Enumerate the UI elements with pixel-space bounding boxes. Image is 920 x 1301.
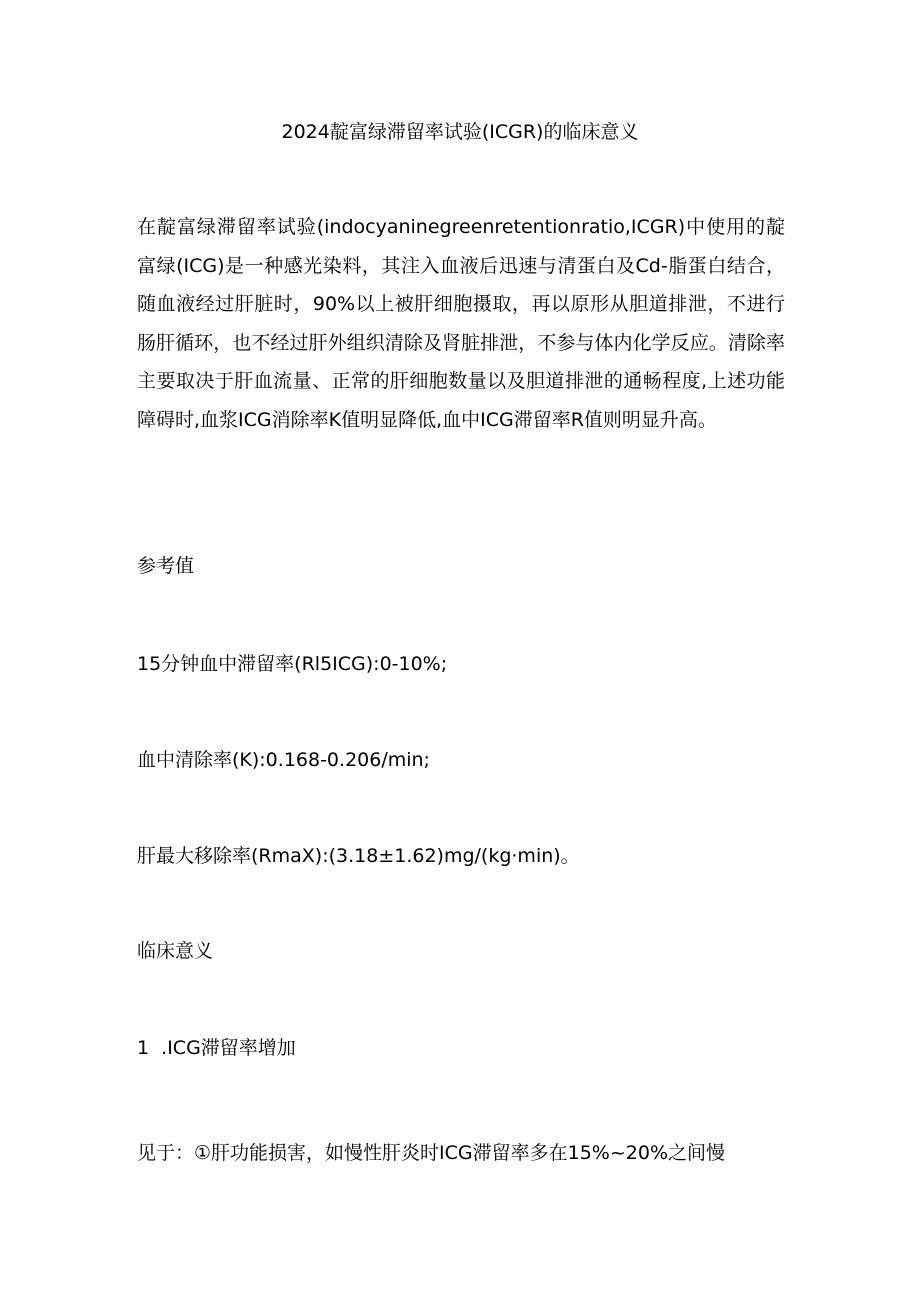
clinical-significance-heading: 临床意义 xyxy=(137,940,214,962)
reference-item-clearance-k: 血中清除率(K):0.168-0.206∕min; xyxy=(137,749,430,771)
section-heading-icg-increase: 1 .ICG滞留率增加 xyxy=(137,1037,296,1059)
reference-item-r15icg: 15分钟血中滞留率(Rl5ICG):0-10%; xyxy=(137,653,448,675)
intro-paragraph: 在靛富绿滞留率试验(indocyaninegreenretentionratio,ICGR)中使用的靛富绿(ICG)是一种感光染料，其注入血液后迅速与清蛋白及Cd-脂蛋白结合，随血液经过肝脏时，90%以上被肝细胞摄取，再以原形从胆道排泄，不进行肠肝循环，也不经过肝外组织清除及肾脏排泄，不参与体内化学反应。清除率主要取决于肝血流量、正常的肝细胞数量以及胆道排泄的通畅程度,上述功能障碍时,血浆ICG消除率K值明显降低,血中ICG滞留率R值则明显升高。 xyxy=(137,216,785,431)
document-title: 2024靛富绿滞留率试验(ICGR)的临床意义 xyxy=(281,121,639,143)
reference-heading: 参考值 xyxy=(137,555,195,577)
section-text-icg-increase: 见于：①肝功能损害，如慢性肝炎时ICG滞留率多在15%~20%之间慢 xyxy=(137,1142,726,1164)
reference-item-rmax: 肝最大移除率(RmaX):(3.18±1.62)mg∕(kg·min)。 xyxy=(137,845,580,867)
